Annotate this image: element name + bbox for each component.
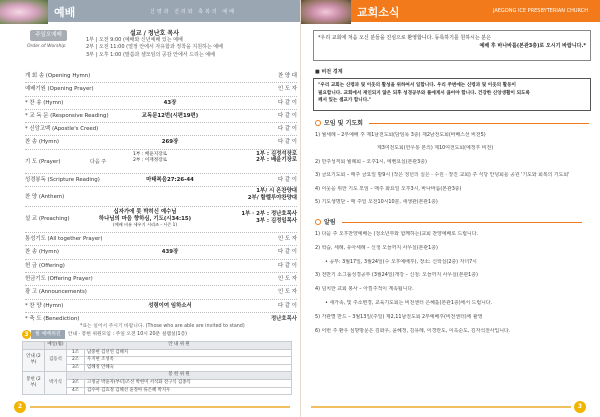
order-item: * 찬 양 (Hymn): [25, 302, 64, 309]
section-tag: 월 예배위원: [31, 330, 65, 339]
list-item: 2) 학습, 세례, 유아세례 – 신청 오늘까지 사무실(본관1층): [315, 244, 438, 251]
order-row: [25, 136, 297, 149]
order-item: 광 고 (Announcements): [25, 289, 87, 296]
list-item: 6) 이번 주 환우 심방방문은 김화우, 윤혜정, 김유례, 이경란도, 이옥순도, 김자석전사입니다.: [315, 327, 511, 334]
order-leader: 다 같 이: [277, 302, 297, 309]
flower-photo: [0, 0, 48, 24]
reading-row: [25, 174, 297, 187]
welcome-box: [313, 30, 591, 61]
vision-label: ■ 비전 경계: [315, 69, 343, 75]
order-row: [25, 70, 297, 83]
order-row: [25, 123, 297, 136]
list-item: 4) 넘치한 교회 봉사 – 아낌주적이 계속됩니다.: [315, 286, 414, 293]
order-leader: 인 도 자: [277, 86, 297, 93]
section-title: 모임 및 기도회: [324, 120, 363, 127]
order-item: 통성기도 (All together Prayer): [25, 236, 103, 243]
vision-line: 필요합니다. 교회에서 재인되지 않은 되후 성경공부와 풀에게서 끊어야 합니다. 건강한 신앙생활이 되도록: [318, 90, 530, 96]
table-cell: 3조: [67, 379, 85, 387]
section-number: 3: [22, 330, 31, 339]
schedule-line: 1부 | 오전 9:00 (예배와 신년예배 있는 예배: [86, 37, 183, 44]
service-schedule: [86, 30, 223, 59]
footer-line: [311, 406, 571, 408]
table-row: [23, 342, 292, 350]
order-item: 성경봉독 (Scripture Reading): [25, 176, 100, 183]
right-page-title: 교회소식: [357, 6, 400, 19]
prayer-left-1: 1부 : 배윤지장로: [132, 151, 168, 157]
list-item: 3) 금요기도회 – 매주 금요일 밤9시 (작은 청년의 실은 · 수원 · 장진 교회) 주 식당 안녕회를 공원 '기도와 회복의 기도회': [315, 172, 570, 179]
prayer-left-2: 2부 : 이재정장로: [132, 158, 168, 164]
order-row: [25, 110, 297, 123]
vision-line: 께서 있는 셈교가 합니다.": [318, 98, 372, 104]
order-leader: 다 같 이: [277, 112, 297, 119]
bullet-icon: [315, 219, 321, 225]
prayer-right-2: 2부 : 배윤기장로: [256, 157, 297, 164]
order-leader: 인 도 자: [277, 275, 297, 282]
divider: [369, 123, 589, 124]
order-content: 성령이여 임하소서: [148, 302, 192, 309]
order-leader: 다 같 이: [277, 99, 297, 106]
order-row: [25, 273, 297, 286]
welcome-line: 예배 후 바나바룸(본관3층)로 오시기 바랍니다.*: [479, 43, 586, 49]
order-item: * 축 도 (Benediction): [25, 315, 80, 322]
order-item: 찬 양 (Anthem): [25, 194, 65, 201]
prayer-right-1: 1부 : 김정석장로: [256, 150, 297, 157]
order-item: 헌금기도 (Offering Prayer): [25, 275, 93, 282]
table-header: [23, 342, 45, 350]
anthem-row: [25, 187, 297, 207]
list-item: 4) 이웃을 위한 기도 모임 – 매주 화요일 오후3시, 바나바룸(본관3층): [315, 185, 462, 192]
order-content: 43장: [163, 99, 177, 106]
list-item: 제3여전도회(한우통 본의) 제10여전도회(예정후 비전): [377, 145, 494, 152]
page-number: 2: [14, 401, 26, 413]
divider: [342, 222, 582, 223]
table-cell: 2조: [67, 357, 85, 365]
order-item: 찬 송 (Hymn): [25, 139, 59, 146]
footer-line: [30, 406, 290, 408]
table-cell: 4조: [67, 387, 85, 395]
prayer-left: [105, 152, 195, 165]
prayer-next-week: 다음 주: [90, 158, 107, 165]
schedule-line: 3부 | 오후 1:00 (말씀과 셀모임의 공감 안에서 드리는 예배: [86, 51, 215, 58]
order-row: [25, 260, 297, 273]
table-cell: 김동석: [45, 349, 67, 372]
anthem-choirs: [207, 188, 297, 201]
order-item: * 신앙고백 (Apostle's Creed): [25, 126, 99, 133]
order-item: 설 교 (Preaching): [25, 216, 70, 223]
list-item: 5) 가관별 반드 – 3월13일(주일) 제2,11남전도회 2부예배후(비전센터)에 촬영: [315, 313, 483, 320]
order-row: [25, 300, 297, 313]
order-row: [25, 83, 297, 96]
order-item: 개 회 송 (Opening Hymn): [25, 73, 91, 79]
order-leader: 인 도 자: [277, 236, 297, 243]
order-leader: 다 같 이: [277, 139, 297, 146]
list-item: • 공부: 3월17일, 3월24일(수 오후예배후), 장소: 신학실(2층) 자녀7시: [325, 258, 477, 265]
worship-order: [25, 70, 297, 326]
sermon-series: (예배 비유 세우기 시리즈 - 시즌 1): [113, 222, 177, 228]
vision-box: [313, 78, 591, 111]
schedule-head: 설교 / 정난호 목사: [129, 30, 179, 37]
order-leader: 다 같 이: [277, 262, 297, 269]
order-content: 교독문12번(시편19편): [141, 112, 199, 119]
sermon-title: [85, 209, 205, 229]
service-label: 주일오예배: [30, 30, 67, 41]
left-page-title: 예배: [54, 6, 76, 19]
table-cell: 엄혜정 안혜숙: [85, 364, 292, 372]
list-item: 2) 만주성직회 월례회 – 오후1시, 에벤요실(본관3층): [315, 158, 427, 165]
section-meetings-header: [315, 118, 589, 127]
notices-list: [315, 231, 591, 341]
order-row: [25, 97, 297, 110]
sermon-preachers: [207, 211, 297, 224]
list-item: 5) 기도생명단 – 매 주일 오전10시10분, 새생관(본관1층): [315, 198, 438, 205]
table-cell: 고정균 박윤자(부터)조선 박현미 서석화 전구식 김종익: [85, 379, 292, 387]
duty-table: [22, 341, 292, 395]
order-item: 예배기원 (Opening Prayer): [25, 86, 94, 93]
sermon-line-1: 십자가에 못 박히신 예수님: [113, 209, 177, 216]
order-item: * 교 독 문 (Responsive Reading): [25, 112, 109, 119]
table-cell: 김수아 김효정 김혜선 윤정아 류은혜 박지우: [85, 387, 292, 395]
section-text: 안내 · 봉헌 위원모임 : 주일 오전 10시 20분 설렘실(1층): [67, 332, 188, 337]
table-cell: 남중현 김선연 김혜지: [85, 349, 292, 357]
order-row: [25, 246, 297, 259]
table-header: 봉 헌 위 원: [67, 372, 292, 380]
table-header: 안 내 위 원: [67, 342, 292, 350]
anthem-choir-2: 2부/ 할렐루야찬양대: [247, 194, 297, 201]
order-leader: 다 같 이: [277, 176, 297, 183]
table-row: [23, 372, 292, 380]
order-row: [25, 286, 297, 299]
table-cell: 3조: [67, 364, 85, 372]
sermon-row: [25, 207, 297, 233]
flower-photo: [301, 0, 351, 24]
order-leader: 찬 양 대: [277, 73, 297, 79]
table-cell: 우지현 조성옥: [85, 357, 292, 365]
table-row: [23, 349, 292, 357]
order-leader: 다 같 이: [277, 249, 297, 256]
table-cell: 박기식: [45, 372, 67, 395]
schedule-line: 2부 | 오전 11:00 (열정 안에서 자유함과 정착을 지원하는 예배: [86, 44, 223, 51]
order-leader: 인 도 자: [277, 289, 297, 296]
prayer-row: [25, 150, 297, 174]
order-item: 찬 송 (Hymn): [25, 249, 59, 256]
standing-note: *표는 일어서 주시기 바랍니다. (Those who are able are invited to stand): [80, 324, 245, 329]
right-page: [300, 0, 600, 417]
sermon-preacher-1: 1부 · 2부 : 정난호목사: [241, 211, 297, 218]
left-page-subtitle: 신령과 진리와 축복의 예배: [150, 9, 236, 15]
sermon-preacher-2: 3부 : 김정일목사: [256, 217, 297, 224]
welcome-line: *우리 교회에 처음 오신 분들을 진심으로 환영합니다. 등록하기를 원하시는 분은: [318, 35, 491, 41]
section-title: 알림: [324, 219, 336, 226]
list-item: 1) 다음 주 오후찬양예배는 (청소년부와 함께하는)교회 찬양예배로 드립니다.: [315, 231, 479, 237]
order-item: 헌 금 (Offering): [25, 262, 65, 269]
order-item: * 찬 송 (Hymn): [25, 99, 64, 106]
list-item: 3) 전반기 소그룹성경공부 (3월24일)개강 – 신청: 오늘까지 사무실(본관1층): [315, 272, 478, 279]
page-number: 3: [574, 401, 586, 413]
order-row: [25, 233, 297, 246]
list-item: • 새가족, 및 주소변경, 교육기도회는 비전센터 은혜홀(본관1층)에서 드립니다.: [325, 299, 493, 306]
order-content: 마태복음27:26-44: [146, 176, 194, 183]
service-english: Order of Worship: [27, 44, 66, 49]
order-leader: 다 같 이: [277, 126, 297, 133]
list-item: 1) 월세례 – 2부예배 후 제1남전도회(담임목 3층) 제2남전도회(바베스선 비전5): [315, 132, 486, 138]
table-header: 예일(월): [45, 342, 67, 350]
section-notices-header: [315, 217, 582, 226]
table-cell: 봉헌 (2부): [23, 372, 45, 395]
prayer-right: [207, 151, 297, 164]
vision-line: "우리 교회는 신령과 및 이웃의 활성을 위하여서 일합니다. 우리 주변에는 신령과 및 이웃의 활동이: [318, 83, 516, 88]
order-item: 기 도 (Prayer): [25, 158, 61, 165]
meetings-list: [315, 132, 591, 212]
sermon-line-2: 하나님의 마음 향하심, 기도(시34:15): [98, 215, 192, 222]
bullet-icon: [315, 120, 321, 126]
right-page-subtitle: JAEGONG ICE PRESBYTERIAN CHURCH: [492, 8, 588, 14]
section-3-header: [22, 330, 187, 339]
table-cell: 안내 (2부): [23, 349, 45, 372]
order-content: 269장: [161, 139, 179, 146]
anthem-choir-1: 1부/ 시 온찬양대: [256, 188, 297, 195]
table-cell: 1조: [67, 349, 85, 357]
order-leader: 정난호목사: [270, 315, 297, 322]
order-content: 439장: [161, 249, 179, 256]
